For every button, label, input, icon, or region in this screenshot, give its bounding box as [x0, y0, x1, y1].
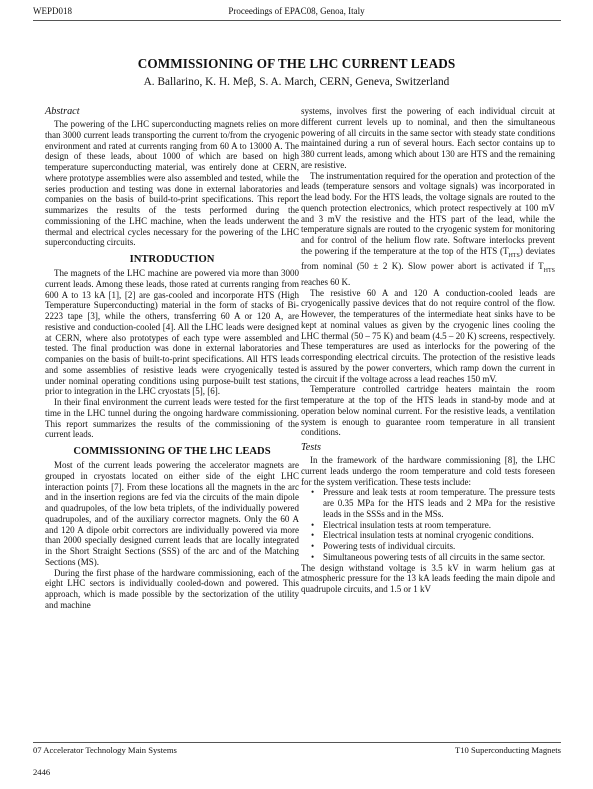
list-item: • Powering tests of individual circuits. — [323, 541, 555, 552]
resistive-leads-paragraph: The resistive 60 A and 120 A conduction-cooled leads are cryogenically passive devices that do not require control of the flow. However, the temperatures of the intermediate heat sinks have to be kept at nominal values as given by the cryogenic lines cooling the LHC thermal (50 – 75 K) and beam (4.5 – 20 K) screens, respectively. These temperatures are used as interlocks for the powering of the corresponding electrical circuits. The protection of the resistive leads is assured by the power converters, which ramp down the current in the circuit if the voltage across a lead reaches 150 mV. — [301, 287, 555, 384]
instrumentation-text-a: The instrumentation required for the operation and protection of the leads (temperature sensors and voltage signals) was incorporated in the lead body. For the HTS leads, the voltage signals are routed to the quench protection electronics, which protect respectively at 100 mV and 3 mV the resistive and the HTS part of the lead, while the temperature signals are routed to the cryogenic system for monitoring and for control of the helium flow rate. Software interlocks prevent the powering if the temperature at the top of the HTS (T — [301, 170, 555, 256]
list-item: • Simultaneous powering tests of all circuits in the same sector. — [323, 552, 555, 563]
header-rule — [33, 20, 561, 21]
tests-heading: Tests — [301, 442, 322, 454]
abstract-text: The powering of the LHC superconducting magnets relies on more than 3000 current leads transporting the current to/from the cryogenic environment and rated at currents ranging from 60 A to 13000 A. The design of these leads, about 1000 of which are based on high temperature superconducting material, was entirely done at CERN, where prototype assemblies were also assembled and tested, while the series production and testing was done in external laboratories and companies on the basis of build-to-print specifications. This report summarizes the results of the tests performed during the commissioning of the LHC machine, when the leads underwent the thermal and electrical cycles necessary for the powering of the LHC superconducting circuits. — [45, 119, 299, 248]
instrumentation-text-b: ) deviates from nominal (50 ± 2 K). Slow power abort is activated if T — [301, 245, 556, 272]
commissioning-paragraph-1: Most of the current leads powering the accelerator magnets are grouped in cryostats located on either side of the eight LHC interaction points [7]. From these locations all the magnets in the arc and in the insertion regions are fed via the circuits of the main dipole and quadrupoles, of the low beta triplets, of the individually powered quadrupoles, and of the auxiliary corrector magnets. Only the 60 A and 120 A dipole orbit correctors are individually powered via more than 2000 specially designed current leads that are locally integrated in the Short Straight Sections (SSS) of the arc and of the Matching Sections (MS). — [45, 460, 299, 567]
author-line: A. Ballarino, K. H. Meβ, S. A. March, CERN, Geneva, Switzerland — [143, 76, 450, 88]
introduction-heading: INTRODUCTION — [129, 254, 215, 265]
subscript-hts: HTS — [508, 252, 520, 259]
list-item: • Electrical insulation tests at nominal cryogenic conditions. — [323, 530, 555, 541]
intro-paragraph-1: The magnets of the LHC machine are powered via more than 3000 current leads. Among these leads, those rated at currents ranging from 600 A to 13 kA [1], [2] are gas-cooled and incorporate HTS (High Temperature Superconducting) material in the form of stacks of Bi-2223 tape [3], while the others, transferring 60 A or 120 A, are resistive and conduction-cooled [4]. All the LHC leads were designed at CERN, where also prototypes of each type were assembled and tested. The final production was done in external laboratories and companies on the basis of built-to-print specifications. All HTS leads and some assemblies of resistive leads were cryogenically tested under nominal operating conditions using purpose-built test stations, prior to integration in the LHC cryostats [5], [6]. — [45, 268, 299, 397]
footer-right: T10 Superconducting Magnets — [455, 745, 561, 755]
tests-paragraph-1: In the framework of the hardware commissioning [8], the LHC current leads undergo the room temperature and cold tests foreseen for the system verification. These tests include: — [301, 455, 555, 487]
abstract-heading: Abstract — [45, 106, 80, 117]
running-header-left: WEPD018 — [33, 6, 72, 16]
commissioning-paragraph-2-continued: systems, involves first the powering of each individual circuit at different current levels up to nominal, and then the simultaneous powering of all circuits in the same sector with steady state conditions maintained during a run of several hours. Each sector contains up to 380 current leads, among which about 130 are HTS and the remaining are resistive. — [301, 106, 555, 170]
tests-list — [301, 487, 555, 562]
intro-paragraph-2: In their final environment the current leads were tested for the first time in the LHC tunnel during the ongoing hardware commissioning. This report summarizes the results of the commissioning of the current leads. — [45, 397, 299, 440]
right-column — [301, 106, 555, 595]
commissioning-heading: COMMISSIONING OF THE LHC LEADS — [73, 446, 271, 457]
left-column — [45, 106, 299, 611]
instrumentation-text-c: reaches 60 K. — [301, 276, 351, 287]
footer-left: 07 Accelerator Technology Main Systems — [33, 745, 177, 755]
tests-paragraph-2: The design withstand voltage is 3.5 kV in warm helium gas at atmospheric pressure for the 13 kA leads feeding the main dipole and quadrupole circuits, and 1.5 or 1 kV — [301, 562, 555, 595]
list-item: • Pressure and leak tests at room temperature. The pressure tests are 0.35 MPa for the HTS leads and 2 MPa for the resistive leads in the SSSs and in the MSs. — [323, 487, 555, 519]
list-item: • Electrical insulation tests at room temperature. — [323, 520, 555, 531]
subscript-hts: HTS — [543, 268, 555, 275]
paper-title: COMMISSIONING OF THE LHC CURRENT LEADS — [137, 56, 456, 71]
page-number: 2446 — [33, 767, 51, 777]
instrumentation-paragraph — [301, 171, 555, 288]
running-header-center: Proceedings of EPAC08, Genoa, Italy — [228, 6, 365, 16]
heaters-paragraph: Temperature controlled cartridge heaters maintain the room temperature at the top of the HTS leads in stand-by mode and at operation below nominal current. For the resistive leads, a ventilation system is enough to guarantee room temperature in all transient conditions. — [301, 384, 555, 438]
commissioning-paragraph-2: During the first phase of the hardware commissioning, each of the eight LHC sectors is individually cooled-down and powered. This approach, which is made possible by the sectorization of the utility and machine — [45, 567, 299, 610]
footer-rule — [33, 742, 561, 743]
